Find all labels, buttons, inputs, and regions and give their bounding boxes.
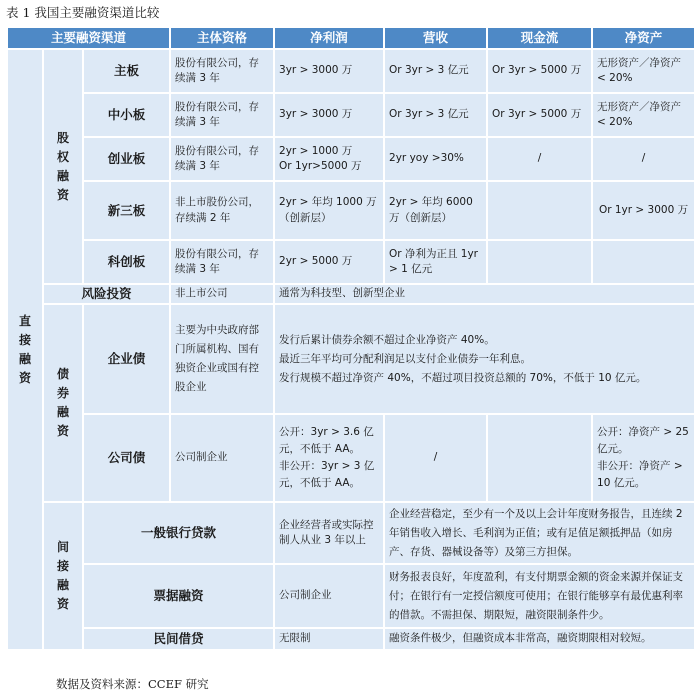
channel-sme-board: 中小板	[83, 93, 170, 137]
group-indirect	[43, 502, 83, 650]
header-net-assets: 净资产	[592, 27, 695, 49]
group-direct-label: 直接融资	[18, 313, 31, 385]
cell-revenue: 2yr yoy >30%	[384, 137, 487, 181]
cell-revenue: /	[384, 414, 487, 502]
cell-cashflow: Or 3yr > 5000 万	[487, 49, 592, 93]
channel-main-board: 主板	[83, 49, 170, 93]
cell-profit	[274, 414, 384, 502]
cell-net-assets: 无形资产／净资产 < 20%	[592, 49, 695, 93]
cell-revenue: 2yr > 年均 6000 万（创新层）	[384, 181, 487, 240]
cell-revenue: Or 净利为正且 1yr > 1 亿元	[384, 240, 487, 284]
header-cashflow: 现金流	[487, 27, 592, 49]
table-row	[7, 284, 695, 304]
source-note: 数据及资料来源：CCEF 研究	[56, 677, 209, 691]
cell-profit: 2yr > 5000 万	[274, 240, 384, 284]
cell-desc: 融资条件极少，但融资成本非常高，融资期限相对较短。	[384, 628, 695, 650]
cell-net-assets	[592, 414, 695, 502]
group-direct	[7, 49, 43, 650]
group-bond	[43, 304, 83, 502]
cell-entity: 公司制企业	[274, 564, 384, 628]
cell-net-assets: 无形资产／净资产 < 20%	[592, 93, 695, 137]
cell-profit-line: Or 1yr>5000 万	[279, 160, 362, 172]
channel-private: 民间借贷	[83, 628, 274, 650]
table-row	[7, 240, 695, 284]
cell-entity: 无限制	[274, 628, 384, 650]
header-revenue: 营收	[384, 27, 487, 49]
cell-cashflow: Or 3yr > 5000 万	[487, 93, 592, 137]
cell-entity: 非上市公司	[170, 284, 274, 304]
cell-entity: 股份有限公司，存续满 3 年	[170, 137, 274, 181]
cell-cashflow	[487, 414, 592, 502]
cell-desc	[274, 304, 695, 414]
table-row	[7, 502, 695, 564]
group-bond-label: 债券融资	[56, 367, 69, 438]
cell-profit	[274, 137, 384, 181]
cell-net-assets-line: 非公开：净资产 > 10 亿元。	[597, 460, 683, 489]
cell-profit: 2yr > 年均 1000 万（创新层）	[274, 181, 384, 240]
cell-profit-line: 非公开：3yr > 3 亿元，不低于 AA。	[279, 460, 375, 489]
cell-cashflow	[487, 181, 592, 240]
table-row	[7, 564, 695, 628]
channel-bank-loan: 一般银行贷款	[83, 502, 274, 564]
cell-entity: 股份有限公司，存续满 3 年	[170, 49, 274, 93]
cell-desc: 通常为科技型、创新型企业	[274, 284, 695, 304]
channel-corporate-bond: 公司债	[83, 414, 170, 502]
cell-cashflow	[487, 240, 592, 284]
table-row	[7, 49, 695, 93]
table-row	[7, 414, 695, 502]
channel-star: 科创板	[83, 240, 170, 284]
group-equity-label: 股权融资	[56, 130, 69, 202]
cell-desc-line: 发行后累计债券余额不超过企业净资产 40%。	[279, 333, 495, 346]
cell-entity: 非上市股份公司，存续满 2 年	[170, 181, 274, 240]
table-row	[7, 304, 695, 414]
cell-entity: 主要为中央政府部门所属机构、国有独资企业或国有控股企业	[170, 304, 274, 414]
header-channel: 主要融资渠道	[7, 27, 170, 49]
financing-channels-table	[6, 26, 696, 651]
cell-desc: 企业经营稳定，至少有一个及以上会计年度财务报告，且连续 2 年销售收入增长、毛利润为正值；或有足值足额抵押品（如房产、存货、器械设备等）及第三方担保。	[384, 502, 695, 564]
group-indirect-label: 间接融资	[56, 540, 69, 611]
cell-entity: 公司制企业	[170, 414, 274, 502]
table-row	[7, 628, 695, 650]
cell-profit: 3yr > 3000 万	[274, 93, 384, 137]
cell-entity: 股份有限公司，存续满 3 年	[170, 240, 274, 284]
cell-revenue: Or 3yr > 3 亿元	[384, 49, 487, 93]
cell-desc: 财务报表良好，年度盈利，有支付期票金额的资金来源并保证支付；在银行有一定授信额度可使用；在银行能够享有最优惠利率的借款。不需担保、期限短，融资限制条件少。	[384, 564, 695, 628]
channel-bill: 票据融资	[83, 564, 274, 628]
cell-entity: 股份有限公司，存续满 3 年	[170, 93, 274, 137]
cell-net-assets: /	[592, 137, 695, 181]
channel-neeq: 新三板	[83, 181, 170, 240]
header-profit: 净利润	[274, 27, 384, 49]
channel-vc: 风险投资	[43, 284, 170, 304]
cell-desc-line: 发行规模不超过净资产 40%，不超过项目投资总额的 70%，不低于 10 亿元。	[279, 371, 647, 384]
cell-net-assets: Or 1yr > 3000 万	[592, 181, 695, 240]
table-caption: 表 1 我国主要融资渠道比较	[6, 5, 160, 20]
channel-gem: 创业板	[83, 137, 170, 181]
cell-entity: 企业经营者或实际控制人从业 3 年以上	[274, 502, 384, 564]
cell-net-assets-line: 公开：净资产 > 25 亿元。	[597, 426, 689, 455]
cell-cashflow: /	[487, 137, 592, 181]
table-row	[7, 137, 695, 181]
group-equity	[43, 49, 83, 284]
cell-desc-line: 最近三年平均可分配利润足以支付企业债券一年利息。	[279, 352, 532, 365]
table-header-row	[7, 27, 695, 49]
cell-profit-line: 公开：3yr > 3.6 亿元，不低于 AA。	[279, 426, 374, 455]
header-entity: 主体资格	[170, 27, 274, 49]
cell-revenue: Or 3yr > 3 亿元	[384, 93, 487, 137]
cell-net-assets	[592, 240, 695, 284]
table-row	[7, 181, 695, 240]
cell-profit-line: 2yr > 1000 万	[279, 144, 353, 157]
cell-profit: 3yr > 3000 万	[274, 49, 384, 93]
channel-enterprise-bond: 企业债	[83, 304, 170, 414]
table-row	[7, 93, 695, 137]
